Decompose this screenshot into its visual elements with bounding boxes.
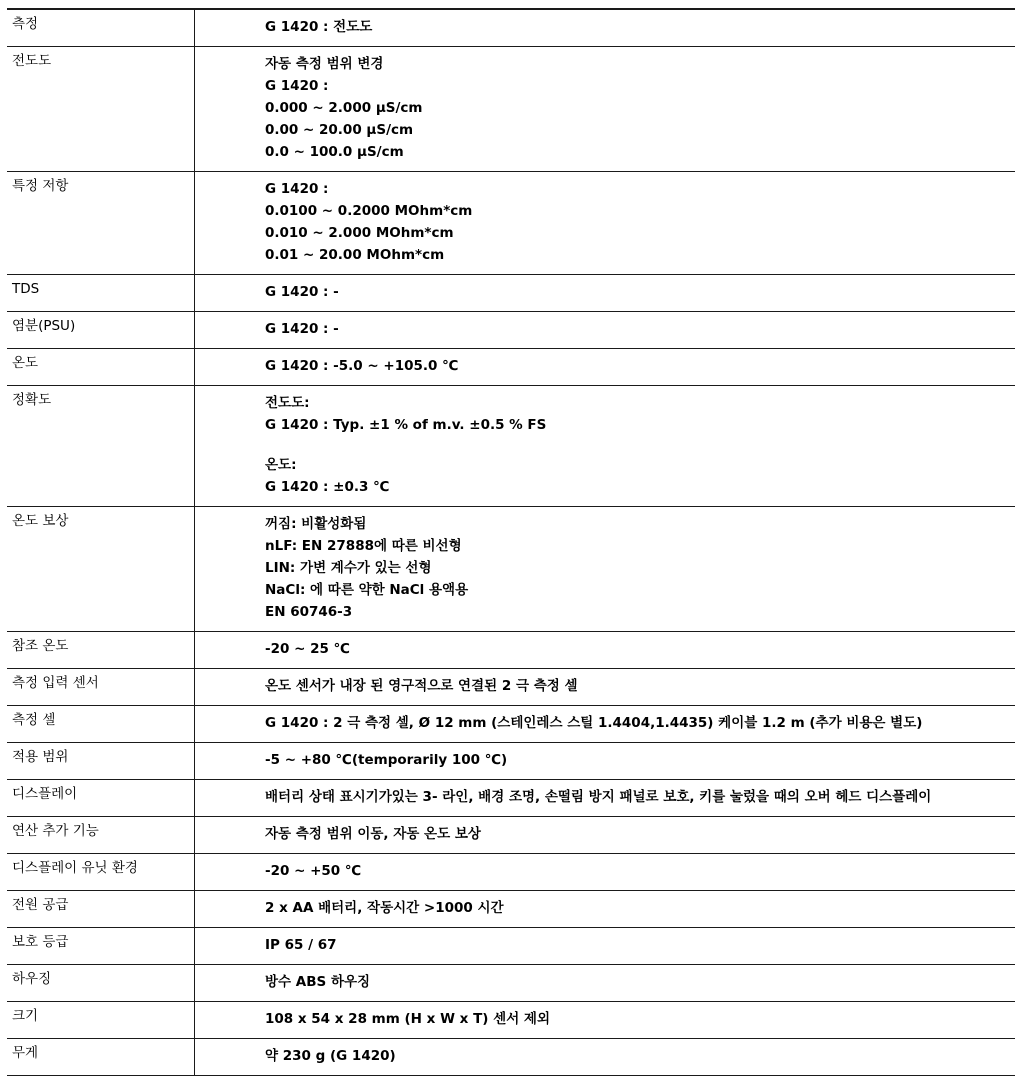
spec-value xyxy=(195,312,1015,349)
spec-row xyxy=(7,965,1015,1002)
spec-value-line: IP 65 / 67 xyxy=(265,934,1015,956)
spec-label: 보호 등급 xyxy=(7,928,195,965)
spec-label: 전원 공급 xyxy=(7,891,195,928)
spec-row xyxy=(7,817,1015,854)
spec-row xyxy=(7,1002,1015,1039)
spec-value-line: 0.000 ~ 2.000 µS/cm xyxy=(265,97,1015,119)
spec-value xyxy=(195,854,1015,891)
spec-value xyxy=(195,1039,1015,1076)
spec-value-line: G 1420 : - xyxy=(265,318,1015,340)
spec-value xyxy=(195,9,1015,47)
spec-row xyxy=(7,891,1015,928)
spec-table xyxy=(7,8,1015,1076)
spec-value xyxy=(195,507,1015,632)
spec-value xyxy=(195,275,1015,312)
spec-row xyxy=(7,507,1015,632)
spec-value-line: 0.01 ~ 20.00 MOhm*cm xyxy=(265,244,1015,266)
spec-label: 크기 xyxy=(7,1002,195,1039)
spec-row xyxy=(7,632,1015,669)
spec-value xyxy=(195,965,1015,1002)
spec-label: 온도 보상 xyxy=(7,507,195,632)
spec-value-line: -20 ~ 25 ℃ xyxy=(265,638,1015,660)
spec-label: 디스플레이 유닛 환경 xyxy=(7,854,195,891)
spec-value xyxy=(195,172,1015,275)
spec-value-line xyxy=(265,436,1015,454)
spec-value-line: 배터리 상태 표시기가있는 3- 라인, 배경 조명, 손떨림 방지 패널로 보호, 키를 눌렀을 때의 오버 헤드 디스플레이 xyxy=(265,786,1015,808)
spec-value-line: G 1420 : 2 극 측정 셀, Ø 12 mm (스테인레스 스틸 1.4404,1.4435) 케이블 1.2 m (추가 비용은 별도) xyxy=(265,712,1015,734)
spec-row xyxy=(7,172,1015,275)
spec-value xyxy=(195,817,1015,854)
spec-label: 참조 온도 xyxy=(7,632,195,669)
spec-value-line: LIN: 가변 계수가 있는 선형 xyxy=(265,557,1015,579)
spec-value xyxy=(195,349,1015,386)
spec-value-line: 0.010 ~ 2.000 MOhm*cm xyxy=(265,222,1015,244)
spec-value-line: 온도: xyxy=(265,454,1015,476)
spec-label: TDS xyxy=(7,275,195,312)
spec-value-line: -5 ~ +80 ℃(temporarily 100 ℃) xyxy=(265,749,1015,771)
spec-label: 정확도 xyxy=(7,386,195,507)
spec-label: 측정 xyxy=(7,9,195,47)
spec-row xyxy=(7,928,1015,965)
spec-label: 무게 xyxy=(7,1039,195,1076)
spec-value-line: 온도 센서가 내장 된 영구적으로 연결된 2 극 측정 셀 xyxy=(265,675,1015,697)
spec-value xyxy=(195,632,1015,669)
spec-row xyxy=(7,669,1015,706)
spec-row xyxy=(7,275,1015,312)
spec-value-line: 0.00 ~ 20.00 µS/cm xyxy=(265,119,1015,141)
spec-value-line: 2 x AA 배터리, 작동시간 >1000 시간 xyxy=(265,897,1015,919)
spec-value xyxy=(195,743,1015,780)
spec-label: 전도도 xyxy=(7,47,195,172)
spec-value-line: 108 x 54 x 28 mm (H x W x T) 센서 제외 xyxy=(265,1008,1015,1030)
spec-value-line: G 1420 : xyxy=(265,178,1015,200)
spec-value-line: 꺼짐: 비활성화됨 xyxy=(265,513,1015,535)
spec-value-line: G 1420 : ±0.3 ℃ xyxy=(265,476,1015,498)
spec-value-line: 자동 측정 범위 이동, 자동 온도 보상 xyxy=(265,823,1015,845)
spec-value-line: G 1420 : - xyxy=(265,281,1015,303)
spec-row xyxy=(7,312,1015,349)
spec-row xyxy=(7,47,1015,172)
spec-value-line: 0.0100 ~ 0.2000 MOhm*cm xyxy=(265,200,1015,222)
spec-value xyxy=(195,47,1015,172)
spec-value-line: 약 230 g (G 1420) xyxy=(265,1045,1015,1067)
spec-value xyxy=(195,1002,1015,1039)
spec-value-line: nLF: EN 27888에 따른 비선형 xyxy=(265,535,1015,557)
spec-label: 적용 범위 xyxy=(7,743,195,780)
spec-value-line: EN 60746-3 xyxy=(265,601,1015,623)
spec-label: 하우징 xyxy=(7,965,195,1002)
spec-value-line: G 1420 : -5.0 ~ +105.0 ℃ xyxy=(265,355,1015,377)
spec-label: 측정 셀 xyxy=(7,706,195,743)
spec-row xyxy=(7,854,1015,891)
spec-row xyxy=(7,706,1015,743)
spec-row xyxy=(7,780,1015,817)
spec-table-body xyxy=(7,9,1015,1076)
spec-label: 온도 xyxy=(7,349,195,386)
spec-row xyxy=(7,349,1015,386)
spec-row xyxy=(7,743,1015,780)
spec-row xyxy=(7,1039,1015,1076)
spec-row xyxy=(7,9,1015,47)
spec-row xyxy=(7,386,1015,507)
spec-value xyxy=(195,928,1015,965)
spec-value xyxy=(195,669,1015,706)
spec-value xyxy=(195,891,1015,928)
spec-value-line: G 1420 : xyxy=(265,75,1015,97)
spec-label: 연산 추가 기능 xyxy=(7,817,195,854)
spec-value xyxy=(195,706,1015,743)
spec-label: 염분(PSU) xyxy=(7,312,195,349)
spec-label: 특정 저항 xyxy=(7,172,195,275)
spec-value-line: 자동 측정 범위 변경 xyxy=(265,53,1015,75)
spec-value-line: 방수 ABS 하우징 xyxy=(265,971,1015,993)
spec-value-line: 0.0 ~ 100.0 µS/cm xyxy=(265,141,1015,163)
spec-value xyxy=(195,386,1015,507)
spec-value-line: -20 ~ +50 ℃ xyxy=(265,860,1015,882)
spec-value xyxy=(195,780,1015,817)
spec-label: 디스플레이 xyxy=(7,780,195,817)
spec-value-line: NaCl: 에 따른 약한 NaCl 용액용 xyxy=(265,579,1015,601)
spec-label: 측정 입력 센서 xyxy=(7,669,195,706)
spec-value-line: 전도도: xyxy=(265,392,1015,414)
spec-value-line: G 1420 : 전도도 xyxy=(265,16,1015,38)
spec-value-line: G 1420 : Typ. ±1 % of m.v. ±0.5 % FS xyxy=(265,414,1015,436)
